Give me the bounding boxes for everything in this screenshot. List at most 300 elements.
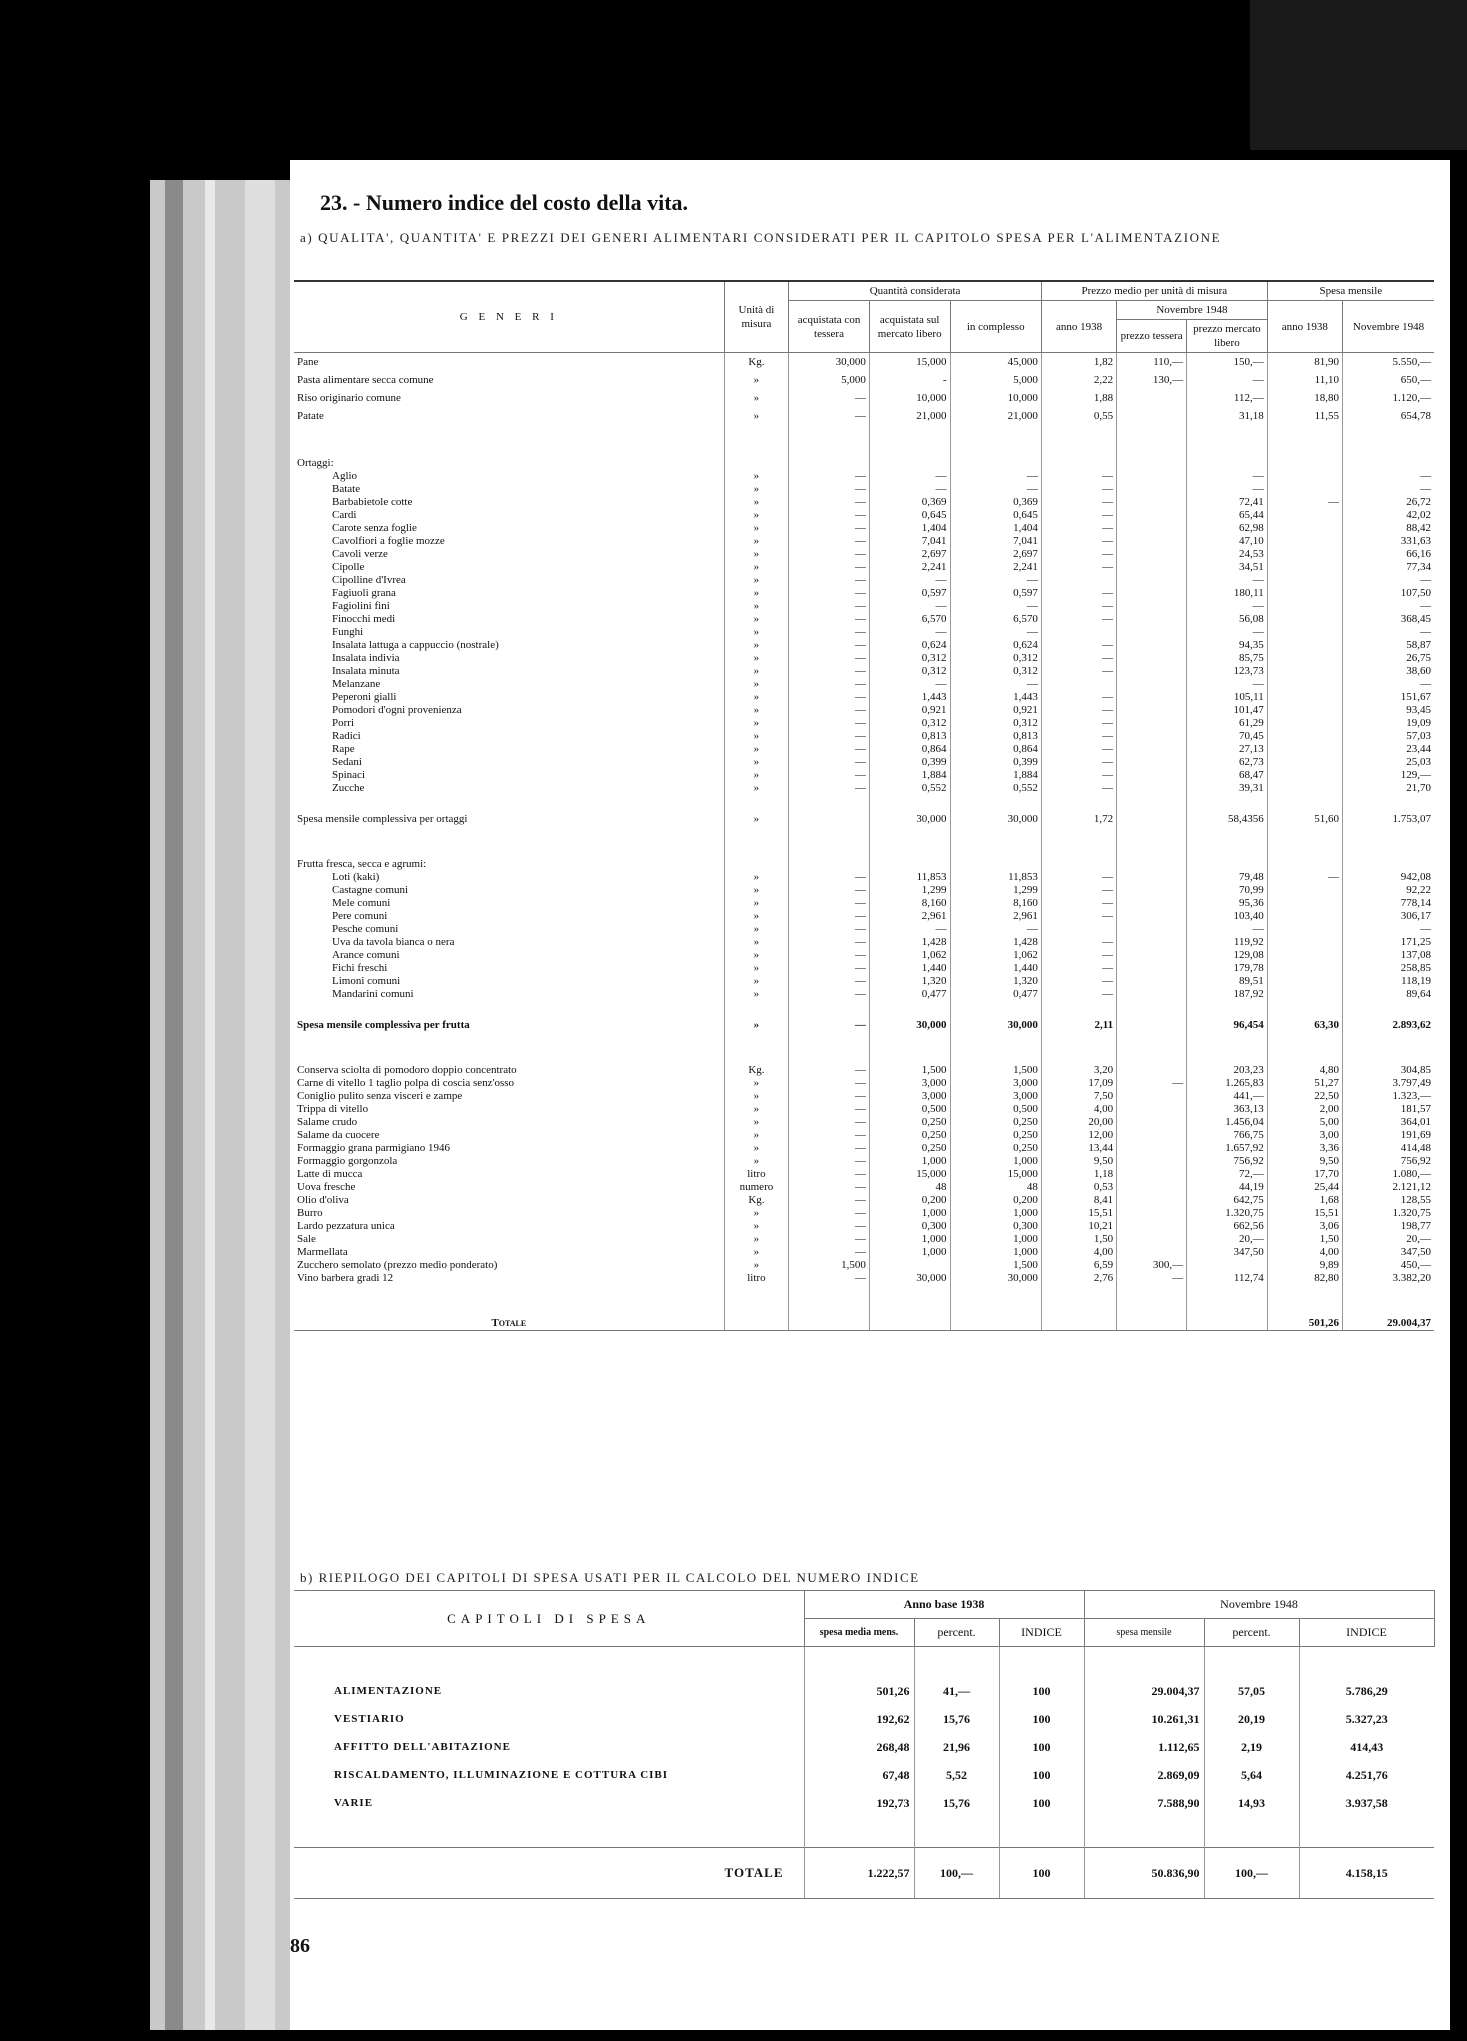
row-label: Conserva sciolta di pomodoro doppio concentrato: [297, 1064, 517, 1076]
cell-lib: 1,500: [869, 1064, 950, 1077]
cell-comp: 0,597: [950, 587, 1041, 600]
table-row: [294, 923, 1434, 936]
cell-tess: —: [789, 1116, 870, 1129]
cell-pl: 203,23: [1187, 1064, 1268, 1077]
table-row: [294, 813, 1434, 826]
cell-snov: 1.320,75: [1343, 1207, 1435, 1220]
cell-lib: 0,200: [869, 1194, 950, 1207]
cell-lib: [869, 858, 950, 871]
cell-pt: [1117, 1129, 1187, 1142]
cell-pl: 756,92: [1187, 1155, 1268, 1168]
cell-comp: —: [950, 574, 1041, 587]
cell-comp: —: [950, 483, 1041, 496]
table-row: [294, 1181, 1434, 1194]
cell-snov: —: [1343, 923, 1435, 936]
cell-p38: 10,21: [1041, 1220, 1116, 1233]
cell-pt: [1117, 1207, 1187, 1220]
row-label: Ortaggi:: [297, 457, 334, 469]
cell-pl: 441,—: [1187, 1090, 1268, 1103]
summary-cell-sn: 50.836,90: [1084, 1848, 1204, 1899]
cell-tess: —: [789, 743, 870, 756]
cell-tess: [789, 1285, 870, 1317]
cell-unit: [724, 1317, 789, 1331]
cell-s38: 25,44: [1267, 1181, 1342, 1194]
cell-pt: 130,—: [1117, 371, 1187, 389]
cell-pl: [1187, 1032, 1268, 1064]
cell-p38: —: [1041, 535, 1116, 548]
cell-tess: —: [789, 1233, 870, 1246]
cell-unit: »: [724, 717, 789, 730]
cell-pt: [1117, 509, 1187, 522]
summary-cell-sn: 2.869,09: [1084, 1761, 1204, 1789]
cell-tess: —: [789, 600, 870, 613]
cell-lib: —: [869, 626, 950, 639]
cell-s38: [1267, 652, 1342, 665]
cell-lib: 1,440: [869, 962, 950, 975]
summary-cell-p2: 100,—: [1204, 1848, 1299, 1899]
cell-comp: 1,062: [950, 949, 1041, 962]
cell-snov: —: [1343, 626, 1435, 639]
cell-unit: »: [724, 407, 789, 425]
cell-lib: 1,000: [869, 1155, 950, 1168]
cell-comp: 0,300: [950, 1220, 1041, 1233]
cell-s38: 2,00: [1267, 1103, 1342, 1116]
col-header-generi: G E N E R I: [294, 281, 724, 353]
cell-p38: 0,55: [1041, 407, 1116, 425]
row-label: Fagiolini fini: [332, 600, 390, 612]
cell-comp: 0,477: [950, 988, 1041, 1001]
cell-pt: [1117, 1285, 1187, 1317]
cell-tess: —: [789, 1064, 870, 1077]
cell-p38: 17,09: [1041, 1077, 1116, 1090]
cell-pl: 62,98: [1187, 522, 1268, 535]
cell-snov: 942,08: [1343, 871, 1435, 884]
cell-pt: [1117, 962, 1187, 975]
cell-pt: [1117, 1246, 1187, 1259]
summary-cell-i2: 5.327,23: [1299, 1705, 1434, 1733]
cell-snov: 89,64: [1343, 988, 1435, 1001]
cell-s38: [1267, 691, 1342, 704]
cell-pt: [1117, 425, 1187, 457]
cell-unit: »: [724, 1129, 789, 1142]
cell-pt: [1117, 858, 1187, 871]
cell-pl: 65,44: [1187, 509, 1268, 522]
table-row: [294, 704, 1434, 717]
cell-s38: 5,00: [1267, 1116, 1342, 1129]
cell-p38: [1041, 1317, 1116, 1331]
cell-comp: 30,000: [950, 1272, 1041, 1285]
cell-pl: 72,41: [1187, 496, 1268, 509]
summary-cell-sm: 268,48: [804, 1733, 914, 1761]
cell-s38: [1267, 483, 1342, 496]
cell-pt: [1117, 826, 1187, 858]
cell-tess: —: [789, 483, 870, 496]
cell-snov: 3.797,49: [1343, 1077, 1435, 1090]
cell-comp: 2,241: [950, 561, 1041, 574]
cell-lib: 0,312: [869, 652, 950, 665]
cell-pl: 44,19: [1187, 1181, 1268, 1194]
cell-tess: —: [789, 1155, 870, 1168]
cell-snov: 58,87: [1343, 639, 1435, 652]
cell-lib: 48: [869, 1181, 950, 1194]
cell-s38: 22,50: [1267, 1090, 1342, 1103]
cell-lib: 2,241: [869, 561, 950, 574]
row-label: [294, 1285, 724, 1317]
row-label: Aglio: [332, 470, 358, 482]
row-label: Pane: [297, 355, 319, 368]
cell-tess: —: [789, 975, 870, 988]
row-label: Peperoni gialli: [332, 691, 397, 703]
cell-comp: 11,853: [950, 871, 1041, 884]
cell-lib: 0,300: [869, 1220, 950, 1233]
cell-comp: 1,500: [950, 1064, 1041, 1077]
col-header-novembre-1948: Novembre 1948: [1117, 301, 1268, 320]
cell-comp: 0,312: [950, 717, 1041, 730]
cell-s38: [1267, 457, 1342, 470]
summary-cell-p1: 41,—: [914, 1677, 999, 1705]
cell-p38: [1041, 678, 1116, 691]
cell-s38: 15,51: [1267, 1207, 1342, 1220]
cell-pt: [1117, 561, 1187, 574]
row-label: [294, 826, 724, 858]
cell-pl: 58,4356: [1187, 813, 1268, 826]
cell-s38: [1267, 962, 1342, 975]
cell-tess: —: [789, 949, 870, 962]
cell-tess: —: [789, 1129, 870, 1142]
cell-s38: [1267, 587, 1342, 600]
cell-pl: —: [1187, 626, 1268, 639]
cell-s38: 81,90: [1267, 353, 1342, 372]
cell-lib: 8,160: [869, 897, 950, 910]
cell-tess: —: [789, 730, 870, 743]
cell-comp: 0,250: [950, 1116, 1041, 1129]
table-row: [294, 522, 1434, 535]
table-row: [294, 1077, 1434, 1090]
col-header-unita: Unità di misura: [724, 281, 789, 353]
cell-p38: 12,00: [1041, 1129, 1116, 1142]
cell-lib: 0,597: [869, 587, 950, 600]
cell-snov: 198,77: [1343, 1220, 1435, 1233]
summary-cell-sn: 29.004,37: [1084, 1677, 1204, 1705]
row-label: [294, 1032, 724, 1064]
cell-pt: [1117, 600, 1187, 613]
cell-tess: —: [789, 389, 870, 407]
table-row: [294, 1142, 1434, 1155]
cell-lib: 6,570: [869, 613, 950, 626]
cell-tess: —: [789, 561, 870, 574]
cell-snov: 77,34: [1343, 561, 1435, 574]
row-label: Vino barbera gradi 12: [297, 1272, 394, 1284]
cell-comp: 1,443: [950, 691, 1041, 704]
table-row: [294, 949, 1434, 962]
cell-pt: 110,—: [1117, 353, 1187, 372]
cell-p38: —: [1041, 652, 1116, 665]
table-row: [294, 769, 1434, 782]
cell-pt: [1117, 548, 1187, 561]
row-label: Spinaci: [332, 769, 365, 781]
cell-pt: [1117, 691, 1187, 704]
cell-lib: 30,000: [869, 1272, 950, 1285]
cell-s38: 11,55: [1267, 407, 1342, 425]
cell-s38: [1267, 535, 1342, 548]
cell-pl: 24,53: [1187, 548, 1268, 561]
cell-snov: 19,09: [1343, 717, 1435, 730]
cell-lib: 10,000: [869, 389, 950, 407]
row-label: Limoni comuni: [332, 975, 401, 987]
cell-pt: [1117, 1220, 1187, 1233]
row-label: Lardo pezzatura unica: [297, 1220, 395, 1232]
cell-s38: 1,68: [1267, 1194, 1342, 1207]
cell-unit: »: [724, 389, 789, 407]
cell-unit: »: [724, 923, 789, 936]
cell-s38: 1,50: [1267, 1233, 1342, 1246]
scan-edge-strip: [150, 180, 290, 2030]
row-label: Carne di vitello 1 taglio polpa di coscia senz'osso: [297, 1077, 515, 1089]
summary-cell-i1: 100: [999, 1761, 1084, 1789]
cell-pl: 68,47: [1187, 769, 1268, 782]
cell-pt: [1117, 1168, 1187, 1181]
cell-pl: 187,92: [1187, 988, 1268, 1001]
cell-pt: [1117, 470, 1187, 483]
cell-p38: —: [1041, 522, 1116, 535]
cell-snov: 181,57: [1343, 1103, 1435, 1116]
cell-pl: 1.320,75: [1187, 1207, 1268, 1220]
table-row: [294, 975, 1434, 988]
cell-pt: [1117, 626, 1187, 639]
row-label: Totale: [294, 1317, 724, 1331]
cell-unit: »: [724, 548, 789, 561]
cell-comp: 1,000: [950, 1233, 1041, 1246]
cell-snov: 26,72: [1343, 496, 1435, 509]
row-label: Batate: [332, 483, 361, 495]
cell-pt: [1117, 910, 1187, 923]
summary-capitolo: VARIE: [334, 1797, 374, 1809]
summary-cell-p1: 100,—: [914, 1848, 999, 1899]
cell-tess: —: [789, 962, 870, 975]
table-row: [294, 1272, 1434, 1285]
cell-lib: 0,250: [869, 1142, 950, 1155]
table-row: [294, 1285, 1434, 1317]
summary-cell-sm: 501,26: [804, 1677, 914, 1705]
cell-lib: 7,041: [869, 535, 950, 548]
row-label: Sale: [297, 1233, 316, 1245]
cell-unit: »: [724, 936, 789, 949]
cell-p38: —: [1041, 587, 1116, 600]
cell-unit: numero: [724, 1181, 789, 1194]
cell-comp: 45,000: [950, 353, 1041, 372]
cell-p38: —: [1041, 509, 1116, 522]
cell-snov: 364,01: [1343, 1116, 1435, 1129]
cell-lib: [869, 795, 950, 813]
cell-s38: [1267, 548, 1342, 561]
cell-s38: [1267, 988, 1342, 1001]
table-row: [294, 600, 1434, 613]
cell-comp: 0,200: [950, 1194, 1041, 1207]
cell-snov: 450,—: [1343, 1259, 1435, 1272]
cell-comp: [950, 1285, 1041, 1317]
cell-unit: »: [724, 871, 789, 884]
cell-unit: »: [724, 782, 789, 795]
table-row: [294, 884, 1434, 897]
table-row: [294, 652, 1434, 665]
cell-pl: 27,13: [1187, 743, 1268, 756]
cell-p38: [1041, 626, 1116, 639]
cell-pl: 72,—: [1187, 1168, 1268, 1181]
table-row: [294, 353, 1434, 372]
cell-pt: [1117, 1194, 1187, 1207]
cell-comp: 0,500: [950, 1103, 1041, 1116]
cell-snov: 306,17: [1343, 910, 1435, 923]
summary-cell-sm: 67,48: [804, 1761, 914, 1789]
scan-edge-band: [245, 180, 275, 2030]
cell-unit: »: [724, 496, 789, 509]
cell-comp: —: [950, 470, 1041, 483]
cell-p38: 1,72: [1041, 813, 1116, 826]
summary-header-anno-base: Anno base 1938: [804, 1591, 1084, 1619]
row-label: Loti (kaki): [332, 871, 380, 883]
cell-comp: [950, 1317, 1041, 1331]
cell-tess: —: [789, 910, 870, 923]
row-label: Fagiuoli grana: [332, 587, 396, 599]
cell-lib: 0,312: [869, 717, 950, 730]
cell-p38: —: [1041, 962, 1116, 975]
cell-pt: [1117, 678, 1187, 691]
cell-unit: [724, 858, 789, 871]
table-row: [294, 1090, 1434, 1103]
cell-pt: [1117, 1317, 1187, 1331]
col-header-complesso: in complesso: [950, 301, 1041, 353]
cell-s38: 3,00: [1267, 1129, 1342, 1142]
cell-comp: 1,440: [950, 962, 1041, 975]
table-row: [294, 587, 1434, 600]
cell-tess: [789, 1032, 870, 1064]
cell-tess: 30,000: [789, 353, 870, 372]
cell-unit: »: [724, 1019, 789, 1032]
col-header-prezzo-libero: prezzo mercato libero: [1187, 320, 1268, 353]
row-label: Arance comuni: [332, 949, 400, 961]
cell-comp: 0,250: [950, 1129, 1041, 1142]
table-row: [294, 1246, 1434, 1259]
row-label: Pesche comuni: [332, 923, 399, 935]
row-label: Latte di mucca: [297, 1168, 363, 1180]
cell-unit: »: [724, 535, 789, 548]
cell-unit: »: [724, 1207, 789, 1220]
cell-lib: [869, 826, 950, 858]
scan-border-dark: [1250, 0, 1467, 150]
table-row: [294, 389, 1434, 407]
cell-pt: [1117, 639, 1187, 652]
cell-lib: 11,853: [869, 871, 950, 884]
summary-header-percent-1938: percent.: [914, 1619, 999, 1647]
cell-p38: —: [1041, 769, 1116, 782]
cell-lib: 0,477: [869, 988, 950, 1001]
cell-s38: [1267, 639, 1342, 652]
cell-pl: [1187, 457, 1268, 470]
cell-comp: 0,250: [950, 1142, 1041, 1155]
cell-lib: 0,399: [869, 756, 950, 769]
cell-comp: [950, 457, 1041, 470]
table-row: [294, 1129, 1434, 1142]
cell-unit: »: [724, 1142, 789, 1155]
cell-p38: —: [1041, 988, 1116, 1001]
summary-cell-p2: 5,64: [1204, 1761, 1299, 1789]
cell-lib: [869, 1259, 950, 1272]
cell-comp: [950, 425, 1041, 457]
summary-header-indice-1948: INDICE: [1299, 1619, 1434, 1647]
cell-lib: 15,000: [869, 1168, 950, 1181]
cell-tess: —: [789, 496, 870, 509]
col-header-prezzo: Prezzo medio per unità di misura: [1041, 281, 1267, 301]
cell-pt: [1117, 717, 1187, 730]
cell-tess: —: [789, 1090, 870, 1103]
row-label: [294, 425, 724, 457]
cell-s38: [1267, 897, 1342, 910]
cell-p38: 2,22: [1041, 371, 1116, 389]
summary-cell-i2: 3.937,58: [1299, 1789, 1434, 1817]
cell-unit: »: [724, 678, 789, 691]
row-label: Zucchero semolato (prezzo medio ponderato): [297, 1259, 498, 1271]
cell-p38: [1041, 1285, 1116, 1317]
cell-pt: [1117, 1181, 1187, 1194]
cell-comp: —: [950, 923, 1041, 936]
cell-lib: 0,250: [869, 1116, 950, 1129]
cell-pt: [1117, 1233, 1187, 1246]
cell-pl: [1187, 425, 1268, 457]
cell-tess: —: [789, 470, 870, 483]
summary-row: [294, 1677, 1434, 1705]
cell-lib: 2,961: [869, 910, 950, 923]
cell-lib: 0,921: [869, 704, 950, 717]
cell-unit: »: [724, 1233, 789, 1246]
cell-s38: [1267, 795, 1342, 813]
cell-pl: 89,51: [1187, 975, 1268, 988]
cell-snov: 137,08: [1343, 949, 1435, 962]
cell-pl: [1187, 1001, 1268, 1019]
col-header-quantita: Quantità considerata: [789, 281, 1042, 301]
cell-s38: 11,10: [1267, 371, 1342, 389]
cell-pl: 31,18: [1187, 407, 1268, 425]
row-label: Marmellata: [297, 1246, 348, 1258]
table-row: [294, 988, 1434, 1001]
cell-unit: litro: [724, 1168, 789, 1181]
cell-lib: 0,500: [869, 1103, 950, 1116]
cell-p38: —: [1041, 949, 1116, 962]
cell-pt: [1117, 1116, 1187, 1129]
cell-s38: 51,60: [1267, 813, 1342, 826]
summary-table: [294, 1590, 1435, 1899]
col-header-acq-tessera: acquistata con tessera: [789, 301, 870, 353]
cell-pt: [1117, 1155, 1187, 1168]
cell-p38: 8,41: [1041, 1194, 1116, 1207]
cell-lib: [869, 1285, 950, 1317]
cell-pl: 34,51: [1187, 561, 1268, 574]
cell-p38: —: [1041, 496, 1116, 509]
summary-cell-p2: 20,19: [1204, 1705, 1299, 1733]
cell-unit: »: [724, 813, 789, 826]
cell-p38: —: [1041, 665, 1116, 678]
cell-pl: 1.657,92: [1187, 1142, 1268, 1155]
cell-pl: 662,56: [1187, 1220, 1268, 1233]
summary-cell-i1: 100: [999, 1733, 1084, 1761]
cell-p38: —: [1041, 782, 1116, 795]
cell-unit: »: [724, 1103, 789, 1116]
cell-p38: —: [1041, 884, 1116, 897]
cell-p38: [1041, 1001, 1116, 1019]
cell-lib: [869, 425, 950, 457]
section-a-title: a) QUALITA', QUANTITA' E PREZZI DEI GENERI ALIMENTARI CONSIDERATI PER IL CAPITOLO SPESA PER L'ALIMENTAZIONE: [300, 230, 1222, 245]
cell-unit: »: [724, 470, 789, 483]
cell-pl: 129,08: [1187, 949, 1268, 962]
